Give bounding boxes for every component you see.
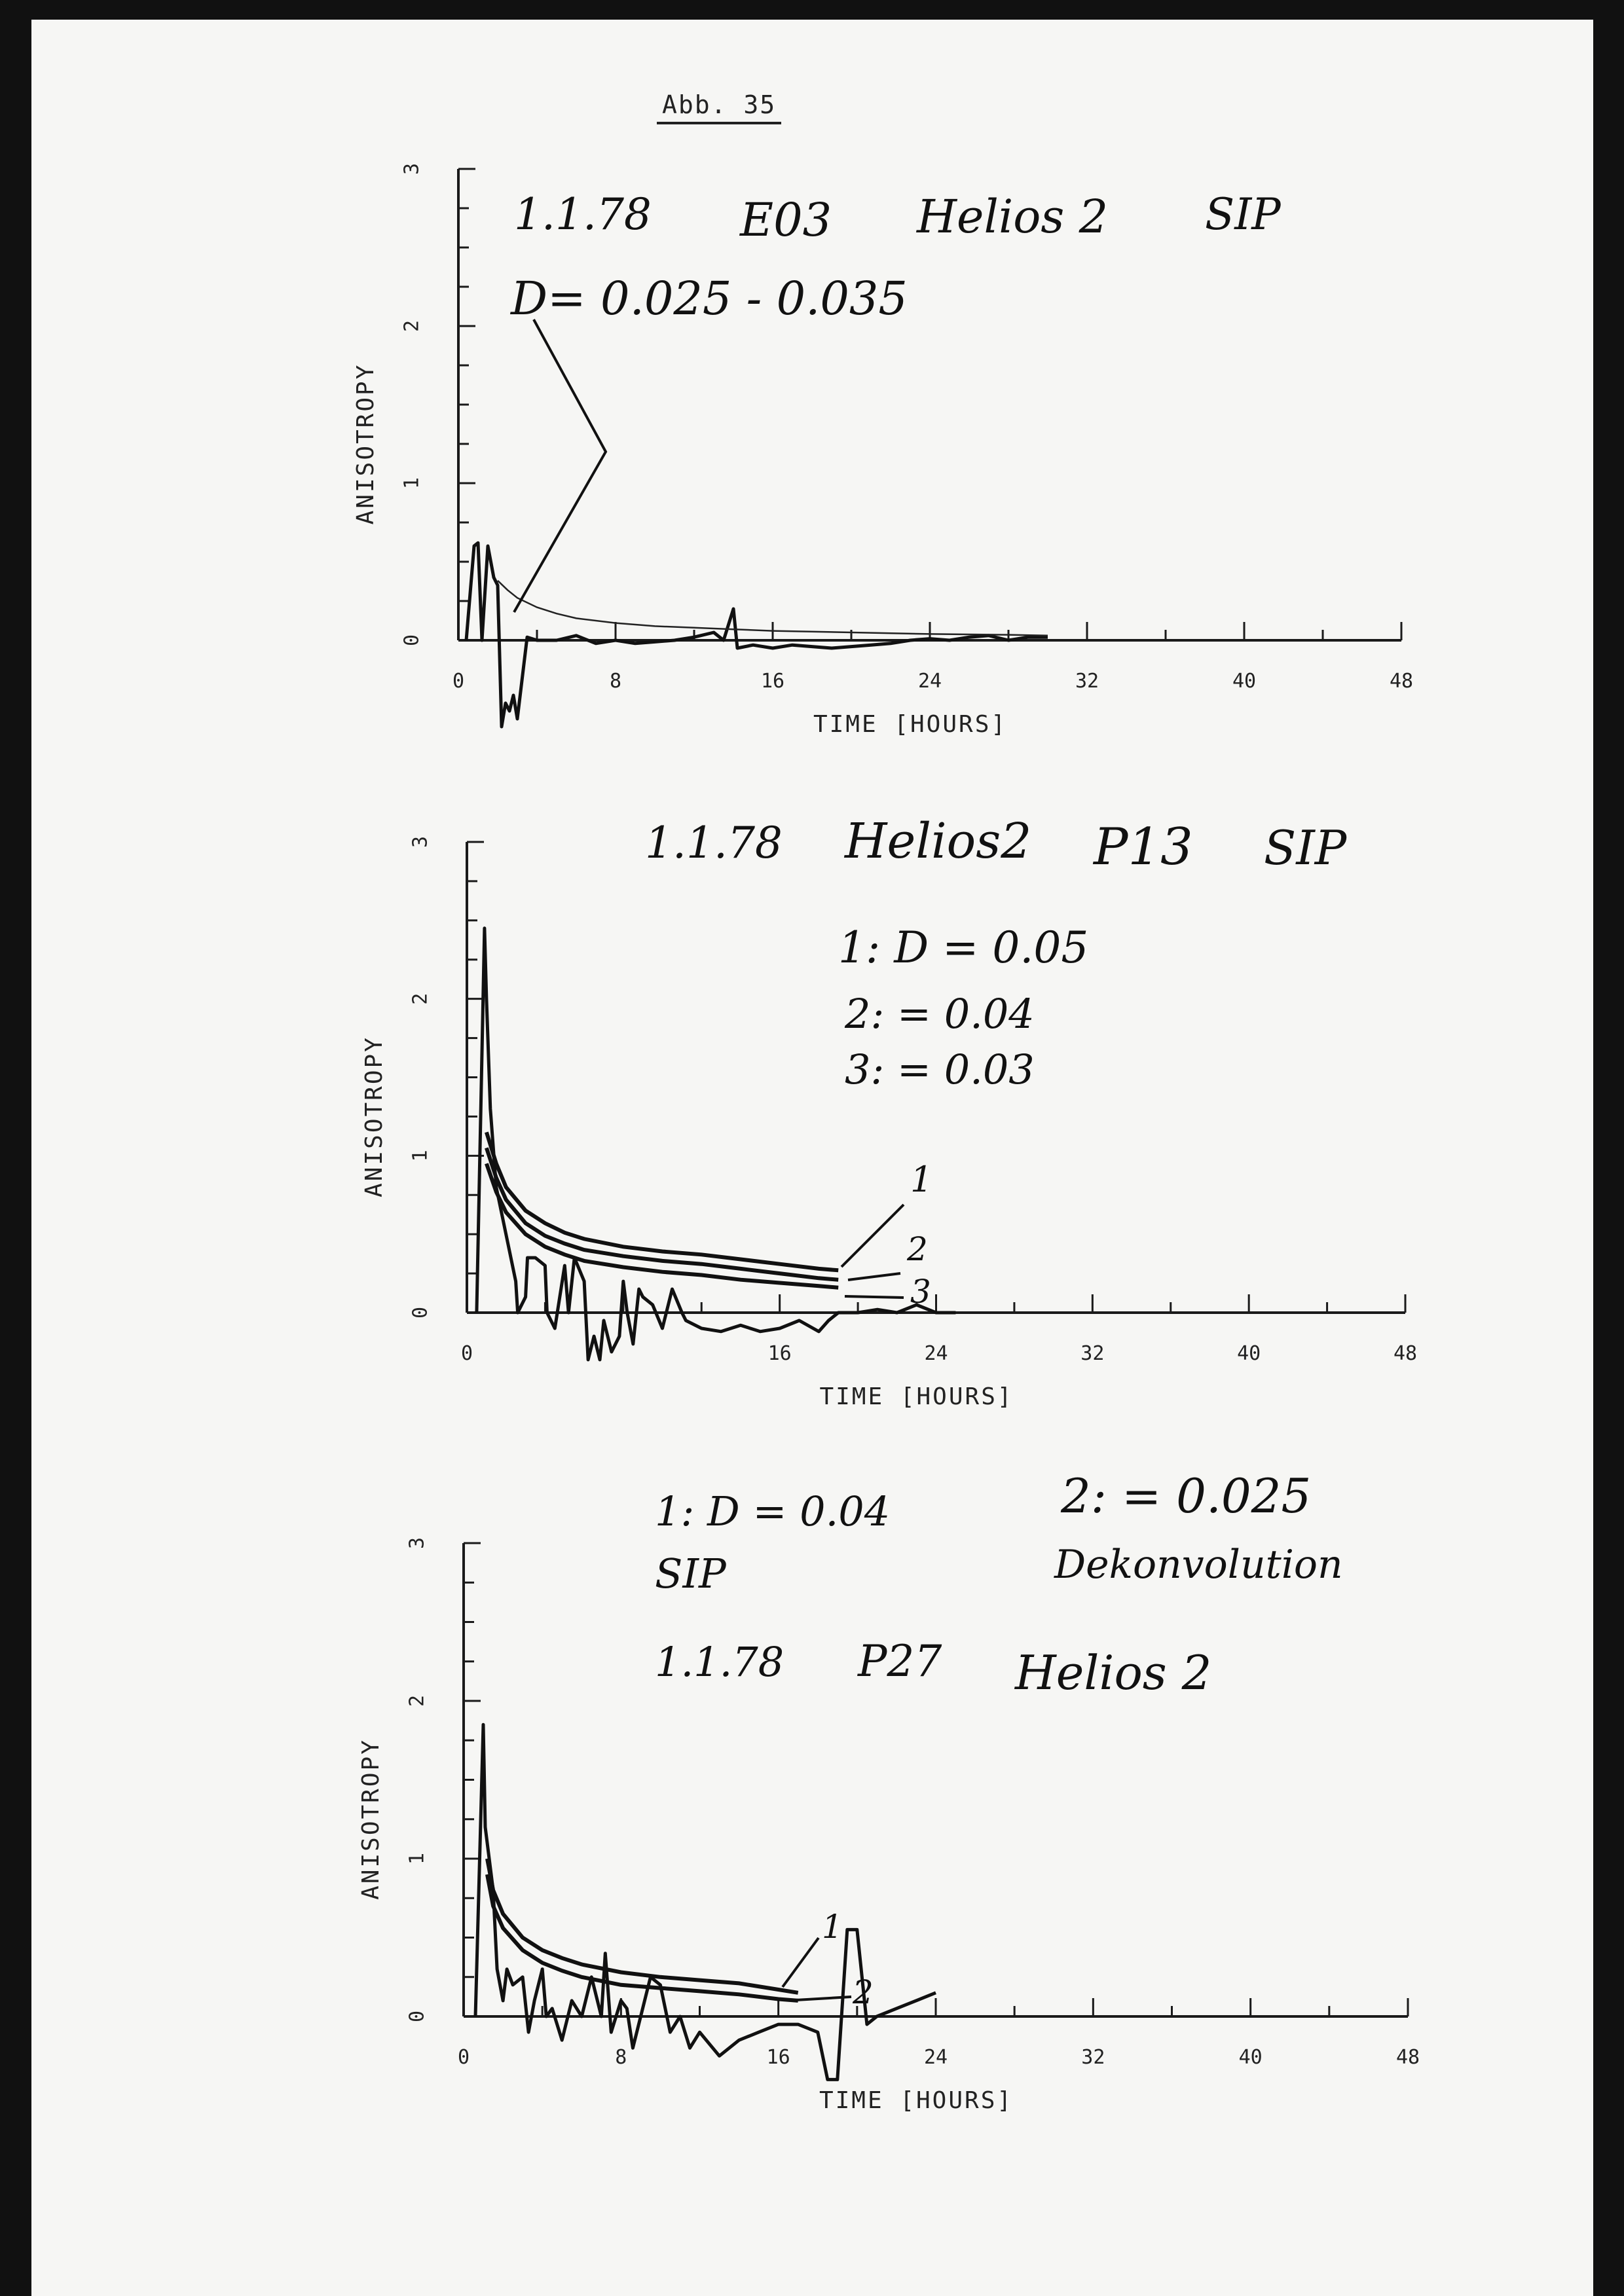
curve-label: 1 [910, 1159, 933, 1200]
x-tick-label: 8 [615, 2046, 627, 2069]
y-axis-label: ANISOTROPY [358, 1738, 384, 1900]
curve-label: 3 [910, 1273, 931, 1311]
chart-panel-1 [352, 163, 1413, 738]
fit-curve-1 [487, 1132, 838, 1270]
y-tick-label: 0 [400, 634, 424, 647]
leader-line [514, 319, 606, 612]
y-axis-label: ANISOTROPY [361, 1036, 388, 1197]
y-tick-label: 2 [409, 993, 432, 1005]
annotation: 2: = 0.025 [1061, 1468, 1312, 1523]
y-tick-label: 2 [400, 319, 424, 333]
y-tick-label: 3 [400, 162, 424, 175]
x-tick-label: 40 [1237, 1342, 1261, 1365]
leader-line [845, 1296, 904, 1298]
x-axis-label: TIME [HOURS] [813, 711, 1008, 738]
y-tick-label: 0 [409, 1306, 432, 1319]
x-tick-label: 24 [924, 1342, 948, 1365]
annotation: 3: = 0.03 [845, 1046, 1035, 1093]
annotation: Helios 2 [917, 190, 1109, 244]
y-tick-label: 3 [409, 835, 432, 848]
y-tick-label: 1 [409, 1150, 432, 1162]
annotation: SIP [1205, 189, 1281, 240]
observed-series [475, 1724, 936, 2079]
leader-line [783, 1938, 819, 1987]
fit-curve-2 [487, 1874, 798, 2001]
annotation: SIP [655, 1550, 726, 1597]
annotation: P27 [858, 1636, 942, 1686]
chart-panel-2 [361, 813, 1417, 1410]
x-tick-label: 0 [452, 670, 465, 693]
x-tick-label: 40 [1238, 2046, 1263, 2069]
annotation: D= 0.025 - 0.035 [511, 272, 908, 325]
x-tick-label: 48 [1389, 670, 1414, 693]
annotation: 1: D = 0.05 [838, 922, 1089, 973]
y-tick-label: 1 [405, 1852, 429, 1865]
leader-line [841, 1205, 904, 1267]
x-tick-label: 0 [460, 1342, 473, 1365]
figure-label: Abb. 35 [657, 90, 781, 124]
y-axis-label: ANISOTROPY [352, 363, 379, 525]
annotation: 1.1.78 [645, 818, 783, 868]
x-tick-label: 24 [923, 2046, 948, 2069]
x-axis-label: TIME [HOURS] [819, 2087, 1014, 2114]
x-tick-label: 32 [1075, 670, 1099, 693]
x-tick-label: 16 [766, 2046, 790, 2069]
chart-panel-3 [358, 1468, 1420, 2114]
annotation: P13 [1094, 818, 1193, 877]
x-tick-label: 32 [1081, 2046, 1105, 2069]
curve-label: 2 [907, 1230, 928, 1268]
curve-label: 2 [853, 1973, 874, 2011]
annotation: 1.1.78 [655, 1638, 784, 1686]
fit-curve-1 [487, 1859, 798, 1993]
annotation: E03 [740, 193, 832, 247]
x-tick-label: 48 [1393, 1342, 1418, 1365]
x-tick-label: 40 [1232, 670, 1257, 693]
x-tick-label: 32 [1080, 1342, 1105, 1365]
x-tick-label: 24 [917, 670, 942, 693]
x-tick-label: 48 [1395, 2046, 1420, 2069]
annotation: 2: = 0.04 [845, 990, 1035, 1038]
x-tick-label: 16 [760, 670, 785, 693]
x-axis-label: TIME [HOURS] [819, 1383, 1014, 1410]
curve-label: 1 [822, 1908, 843, 1946]
fit-curve-3 [487, 1163, 838, 1287]
x-tick-label: 0 [457, 2046, 470, 2069]
annotation: 1: D = 0.04 [655, 1487, 891, 1535]
annotation: Helios2 [845, 813, 1032, 869]
y-tick-label: 3 [405, 1537, 429, 1550]
y-tick-label: 0 [405, 2010, 429, 2023]
annotation: 1.1.78 [514, 189, 652, 240]
annotation: Dekonvolution [1054, 1542, 1343, 1588]
x-tick-label: 16 [767, 1342, 792, 1365]
x-tick-label: 8 [609, 670, 622, 693]
leader-line [848, 1273, 900, 1280]
y-tick-label: 1 [400, 477, 424, 490]
annotation: Helios 2 [1015, 1645, 1212, 1700]
annotation: SIP [1264, 820, 1347, 875]
y-tick-label: 2 [405, 1694, 429, 1707]
